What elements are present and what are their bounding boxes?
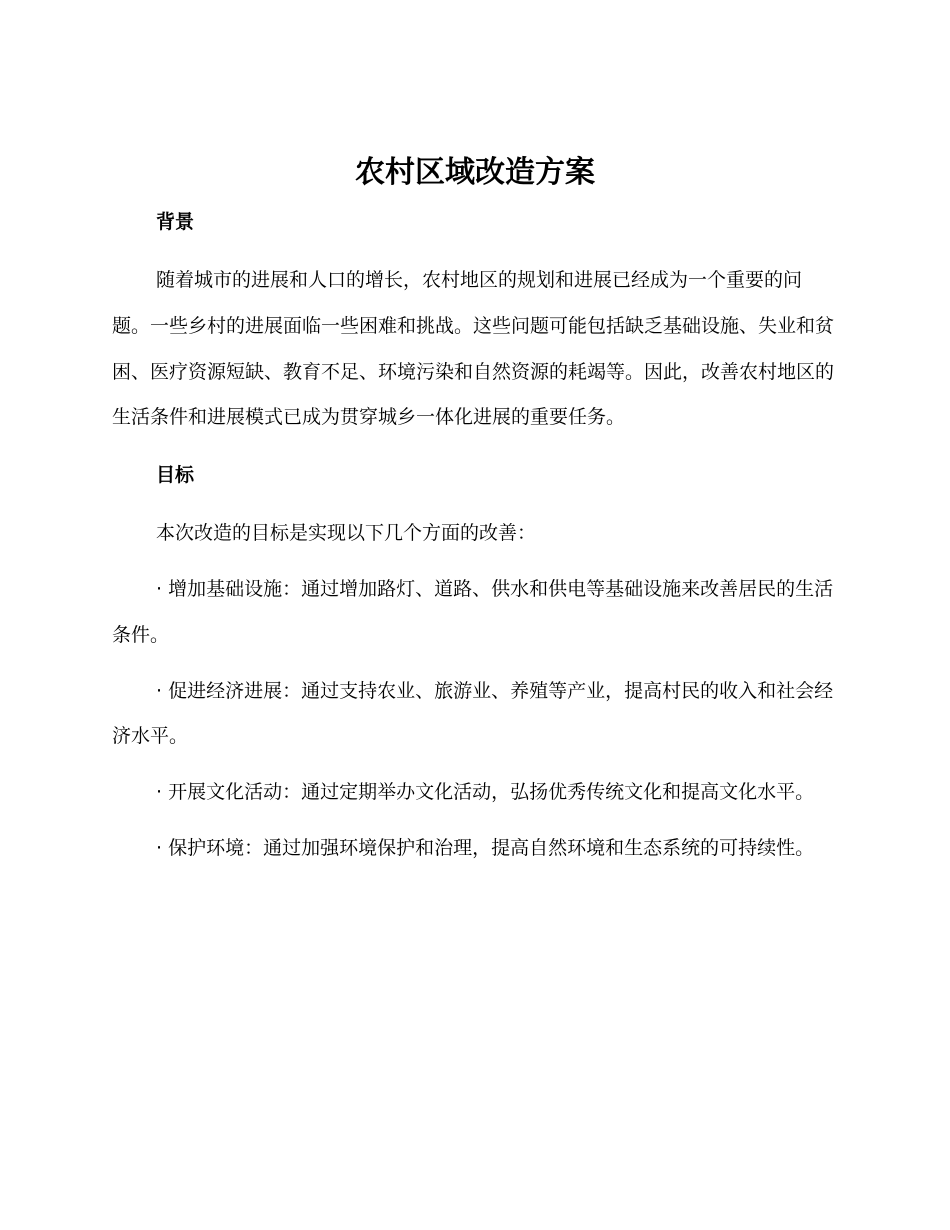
- goals-intro-paragraph: 本次改造的目标是实现以下几个方面的改善：: [156, 522, 537, 545]
- background-paragraph: 随着城市的进展和人口的增长，农村地区的规划和进展已经成为一个重要的问题。一些乡村的进展面临一些困难和挑战。这些问题可能包括缺乏基础设施、失业和贫困、医疗资源短缺、教育不足、环境污染和自然资源的耗竭等。因此，改善农村地区的生活条件和进展模式已成为贯穿城乡一体化进展的重要任务。: [112, 269, 835, 429]
- section-heading-goals: 目标: [156, 464, 195, 487]
- goal-item-economy: · 促进经济进展：通过支持农业、旅游业、养殖等产业，提高村民的收入和社会经济水平。: [112, 679, 834, 748]
- goal-item-infrastructure: · 增加基础设施：通过增加路灯、道路、供水和供电等基础设施来改善居民的生活条件。: [112, 577, 834, 646]
- goal-item-culture: · 开展文化活动：通过定期举办文化活动，弘扬优秀传统文化和提高文化水平。: [156, 781, 815, 804]
- goal-item-environment: · 保护环境：通过加强环境保护和治理，提高自然环境和生态系统的可持续性。: [156, 836, 815, 859]
- document-title: 农村区域改造方案: [355, 155, 595, 190]
- section-heading-background: 背景: [156, 211, 195, 233]
- document-body: [112, 204, 836, 882]
